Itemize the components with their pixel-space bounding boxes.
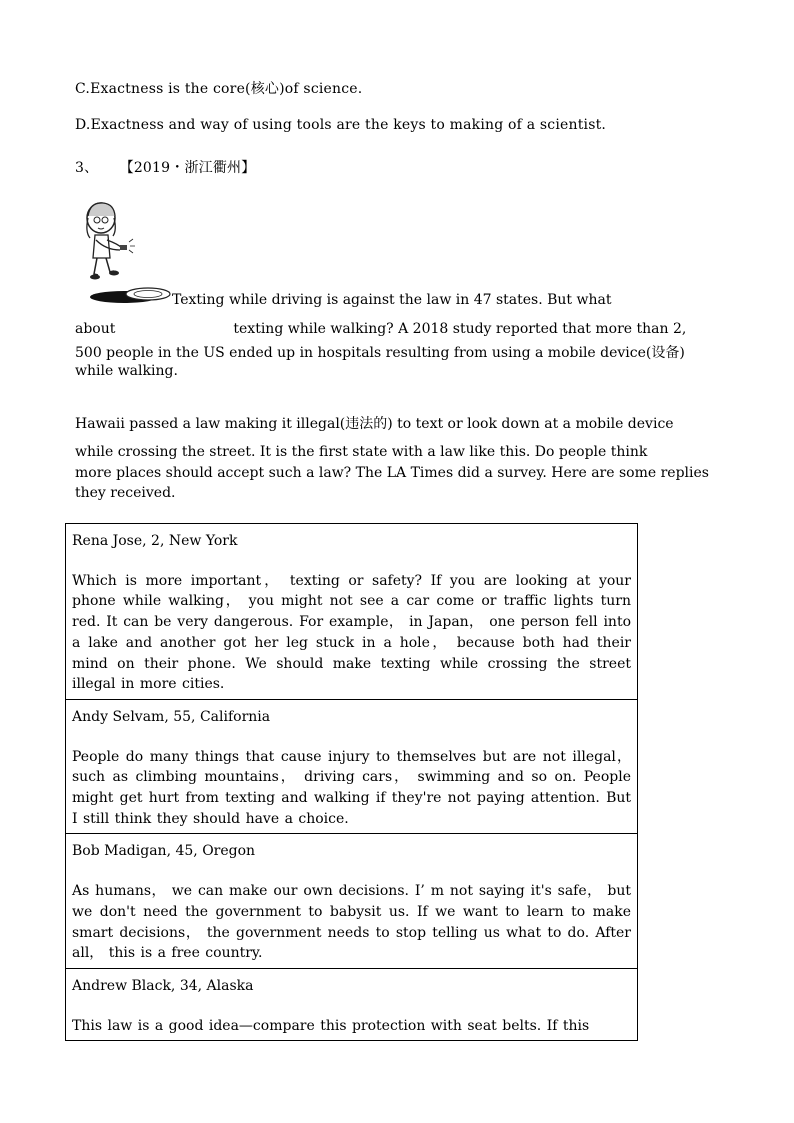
passage-p1-line2-start: about <box>75 321 116 337</box>
reply-row <box>66 699 638 834</box>
reply-author: Bob Madigan, 45, Oregon <box>72 843 256 860</box>
option-c: C.Exactness is the core(核心)of science. <box>75 81 363 97</box>
reply-text: People do many things that cause injury to themselves but are not illegal， such as climbing mountains， driving cars， swimming and so on. People might get hurt from texting and walking if they're not paying attention. But I still think they should have a choice. <box>72 748 631 827</box>
girl-texting-walking-toward-manhole-icon <box>76 198 176 306</box>
passage-p1-line4: while walking. <box>75 363 178 379</box>
reply-text: This law is a good idea—compare this protection with seat belts. If this <box>72 1017 590 1034</box>
reply-row <box>66 524 638 700</box>
reply-row <box>66 968 638 1040</box>
reply-row <box>66 834 638 969</box>
reply-author: Rena Jose, 2, New York <box>72 533 238 549</box>
reply-author: Andrew Black, 34, Alaska <box>72 977 254 994</box>
passage-p1-line2-end: texting while walking? A 2018 study reported that more than 2, <box>233 321 687 337</box>
reply-cell <box>66 968 638 1040</box>
passage-p2-line2: while crossing the street. It is the first state with a law like this. Do people think <box>75 444 648 460</box>
reply-author: Andy Selvam, 55, California <box>72 708 271 725</box>
question-number: 3、 <box>75 160 99 176</box>
reply-cell <box>66 524 638 700</box>
passage-p1-line3: 500 people in the US ended up in hospitals resulting from using a mobile device(设备) <box>75 345 685 361</box>
replies-table <box>65 523 638 1041</box>
option-d: D.Exactness and way of using tools are the keys to making of a scientist. <box>75 117 607 133</box>
question-source: 【2019・浙江衢州】 <box>119 160 256 176</box>
passage-p2-line3: more places should accept such a law? The LA Times did a survey. Here are some replies <box>75 465 709 481</box>
passage-p2-line4: they received. <box>75 485 176 501</box>
passage-p1-line1: Texting while driving is against the law in 47 states. But what <box>172 292 612 308</box>
question-header <box>75 157 255 177</box>
reply-text: As humans， we can make our own decisions. I’ m not saying it's safe， but we don't need the government to babysit us. If we want to learn to make smart decisions， the government needs to stop telling us what to do. After all， this is a free country. <box>72 883 631 962</box>
reply-cell <box>66 834 638 969</box>
passage-p1-line2 <box>75 321 686 337</box>
reply-cell <box>66 699 638 834</box>
reply-text: Which is more important， texting or safety? If you are looking at your phone while walking， you might not see a car come or traffic lights turn red. It can be very dangerous. For example， in Japan， one person fell into a lake and another got her leg stuck in a hole， because both had their mind on their phone. We should make texting while crossing the street illegal in more cities. <box>72 572 631 693</box>
passage-p2-line1: Hawaii passed a law making it illegal(违法的) to text or look down at a mobile device <box>75 416 674 432</box>
